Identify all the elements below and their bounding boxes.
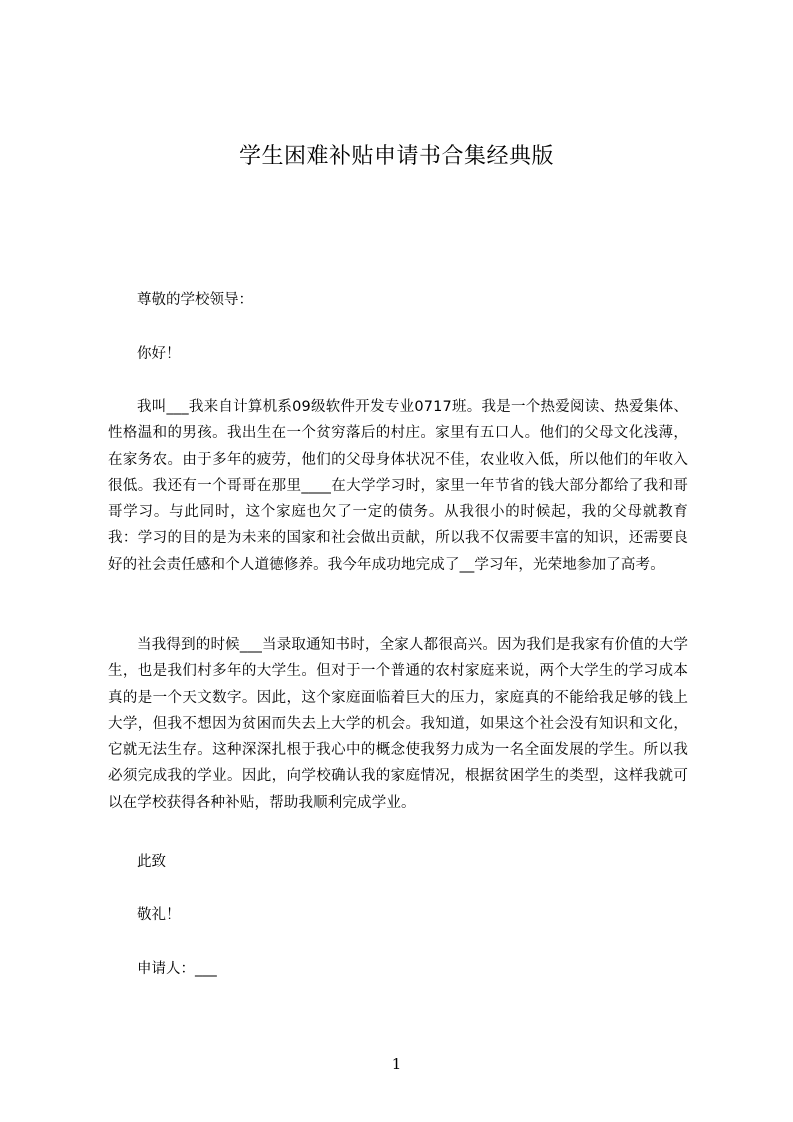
greeting: 你好！ (137, 346, 181, 362)
body-paragraph-1: 我叫___我来自计算机系09级软件开发专业0717班。我是一个热爱阅读、热爱集体、性格温和的男孩。我出生在一个贫穷落后的村庄。家里有五口人。他们的父母文化浅薄，在家务农。由于多年的疲劳，他们的父母身体状况不佳，农业收入低，所以他们的年收入很低。我还有一个哥哥在那里____在大学学习时，家里一年节省的钱大部分都给了我和哥哥学习。与此同时，这个家庭也欠了一定的债务。从我很小的时候起，我的父母就教育我：学习的目的是为未来的国家和社会做出贡献，所以我不仅需要丰富的知识，还需要良好的社会责任感和个人道德修养。我今年成功地完成了__学习年，光荣地参加了高考。 (108, 399, 688, 573)
closing-line-1: 此致 (137, 854, 166, 870)
body-paragraph-2: 当我得到的时候___当录取通知书时，全家人都很高兴。因为我们是我家有价值的大学生，也是我们村多年的大学生。但对于一个普通的农村家庭来说，两个大学生的学习成本真的是一个天文数字。因此，这个家庭面临着巨大的压力，家庭真的不能给我足够的钱上大学，但我不想因为贫困而失去上大学的机会。我知道，如果这个社会没有知识和文化，它就无法生存。这种深深扎根于我心中的概念使我努力成为一名全面发展的学生。所以我必须完成我的学业。因此，向学校确认我的家庭情况，根据贫困学生的类型，这样我就可以在学校获得各种补贴，帮助我顺利完成学业。 (108, 637, 688, 811)
salutation: 尊敬的学校领导： (137, 292, 253, 308)
applicant-signature-line: 申请人：___ (137, 961, 217, 977)
document-title: 学生困难补贴申请书合集经典版 (238, 144, 554, 169)
page-number: 1 (391, 1055, 402, 1073)
closing-line-2: 敬礼！ (137, 907, 181, 923)
